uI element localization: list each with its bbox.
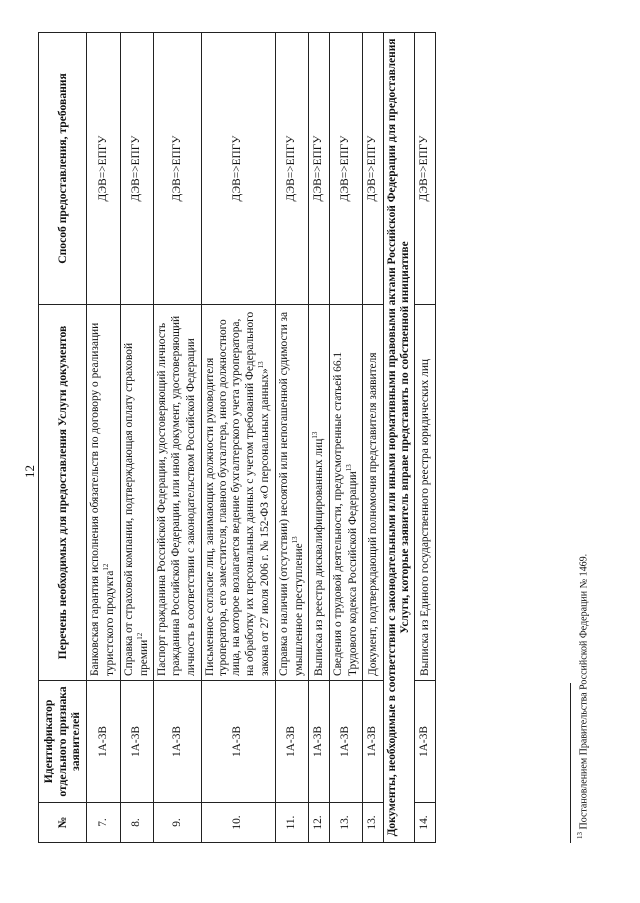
row-document (87, 305, 121, 681)
row-footnote-ref: 13 (311, 431, 320, 439)
row-document-text: Документ, подтверждающий полномочия представителя заявителя (367, 352, 380, 676)
footnote-marker: 13 (576, 832, 584, 839)
row-document-text: Сведения о трудовой деятельности, предусмотренные статьей 66.1 Трудового кодекса Российской Федерации (331, 351, 359, 676)
row-document (329, 305, 363, 681)
row-identifier: 1А-3В (415, 681, 435, 803)
row-identifier: 1А-3В (363, 681, 383, 803)
table-row (363, 33, 383, 843)
row-footnote-ref: 13 (291, 536, 300, 544)
row-method: ДЭВ=>ЕПГУ (201, 33, 275, 305)
table-row (87, 33, 121, 843)
section-header: Документы, необходимые в соответствии с законодательными или иными нормативными правовыми актами Российской Федерации для предоставления Услуги, которые заявитель вправе представить по собственной инициативе (383, 33, 415, 843)
table-row (415, 33, 435, 843)
row-document-text: Письменное согласие лиц, занимающих должности руководителя туроператора, его заместителя, главного бухгалтера, иного должностного лица, на которое возлагается ведение бухгалтерского учета туроператора, на обработку их персональных данных с учетом требований Федерального закона от 27 июля 2006 г. № 152-ФЗ «О персональных данных» (203, 311, 272, 676)
footnote-text: Постановлением Правительства Российской Федерации № 1469. (578, 553, 590, 830)
table-row (275, 33, 309, 843)
documents-table (38, 32, 436, 843)
header-identifier: Идентификатор отдельного признака заявителей (39, 681, 87, 803)
header-num: № (39, 803, 87, 843)
row-document (120, 305, 154, 681)
row-num: 7. (87, 803, 121, 843)
table-row (309, 33, 329, 843)
section-header-row (383, 33, 415, 843)
row-footnote-ref: 13 (257, 361, 266, 369)
row-identifier: 1А-3В (275, 681, 309, 803)
row-document-text: Справка о наличии (отсутствии) несоятой или непогашенной судимости за умышленное преступление (277, 311, 305, 676)
row-document (363, 305, 383, 681)
row-method: ДЭВ=>ЕПГУ (309, 33, 329, 305)
table-row (120, 33, 154, 843)
row-method: ДЭВ=>ЕПГУ (120, 33, 154, 305)
table-row (329, 33, 363, 843)
row-method: ДЭВ=>ЕПГУ (154, 33, 201, 305)
row-num: 14. (415, 803, 435, 843)
row-identifier: 1А-3В (87, 681, 121, 803)
row-method: ДЭВ=>ЕПГУ (363, 33, 383, 305)
row-num: 11. (275, 803, 309, 843)
footnote (576, 554, 589, 839)
row-method: ДЭВ=>ЕПГУ (87, 33, 121, 305)
row-identifier: 1А-3В (120, 681, 154, 803)
table-header-row (39, 33, 87, 843)
row-footnote-ref: 12 (102, 563, 111, 571)
row-num: 8. (120, 803, 154, 843)
row-method: ДЭВ=>ЕПГУ (329, 33, 363, 305)
row-num: 13. (329, 803, 363, 843)
row-identifier: 1А-3В (201, 681, 275, 803)
row-document (154, 305, 201, 681)
row-footnote-ref: 12 (136, 632, 145, 640)
row-method: ДЭВ=>ЕПГУ (415, 33, 435, 305)
header-method: Способ предоставления, требования (39, 33, 87, 305)
row-num: 9. (154, 803, 201, 843)
row-num: 12. (309, 803, 329, 843)
row-document-text: Выписка из Единого государственного реестра юридических лиц (419, 358, 432, 676)
row-identifier: 1А-3В (329, 681, 363, 803)
row-method: ДЭВ=>ЕПГУ (275, 33, 309, 305)
row-document-text: Паспорт гражданина Российской Федерации, удостоверяющий личность гражданина Российской Федерации, или иной документ, удостоверяющий личность в соответствии с законодательством Российской Федерации (156, 315, 198, 676)
page-number: 12 (22, 465, 37, 478)
row-footnote-ref: 13 (345, 464, 354, 472)
row-document (415, 305, 435, 681)
row-num: 10. (201, 803, 275, 843)
row-identifier: 1А-3В (309, 681, 329, 803)
row-num: 13. (363, 803, 383, 843)
header-documents: Перечень необходимых для предоставления Услуги документов (39, 305, 87, 681)
row-identifier: 1А-3В (154, 681, 201, 803)
row-document (201, 305, 275, 681)
row-document (309, 305, 329, 681)
footnote-divider (570, 683, 571, 843)
row-document-text: Справка от страховой компании, подтверждающая оплату страховой премии (122, 342, 150, 676)
table-body (87, 33, 436, 843)
table-row (201, 33, 275, 843)
row-document (275, 305, 309, 681)
row-document-text: Выписка из реестра дисквалифицированных лиц (313, 438, 326, 676)
table-row (154, 33, 201, 843)
row-document-text: Банковская гарантия исполнения обязательств по договору о реализации туристского продукта (89, 322, 117, 676)
